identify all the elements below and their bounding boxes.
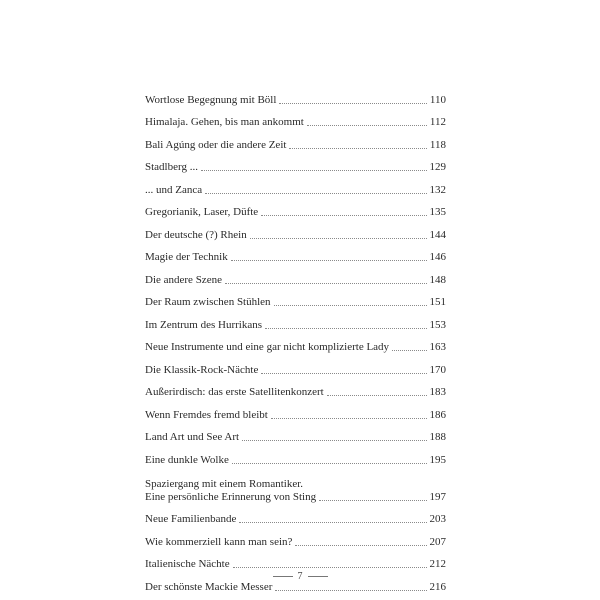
toc-entry [145, 174, 446, 197]
toc-entry-page: 144 [429, 228, 446, 241]
toc-entry-page: 118 [429, 138, 446, 151]
dot-leader [295, 545, 426, 546]
toc-entry-title: Eine persönliche Erinnerung von Sting [145, 490, 317, 503]
toc-entry-title: Land Art und See Art [145, 431, 240, 443]
toc-entry-title: ... und Zanca [145, 183, 203, 196]
toc-entry-page: 151 [429, 296, 446, 308]
toc-entry-title: Außerirdisch: das erste Satellitenkonzert [145, 386, 324, 398]
toc-entry-title: Der schönste Mackie Messer [145, 580, 273, 593]
toc-entry-title: Die Klassik-Rock-Nächte [145, 363, 259, 376]
toc-entry-title: Himalaja. Gehen, bis man ankommt [145, 116, 304, 128]
dot-leader [279, 103, 426, 104]
toc-entry-title: Neue Familienbande [145, 513, 237, 525]
dot-leader [265, 328, 427, 329]
toc-entry-title: Wie kommerziell kann man sein? [145, 535, 293, 548]
toc-entry-title: Stadlberg ... [145, 161, 198, 173]
dot-leader [289, 148, 426, 149]
toc-entry-page: 203 [429, 513, 446, 525]
dot-leader [232, 463, 427, 464]
toc-entry [145, 444, 446, 467]
toc-entry-title: Wenn Fremdes fremd bleibt [145, 408, 268, 421]
toc-entry [145, 242, 446, 265]
dot-leader [319, 500, 426, 501]
dot-leader [274, 305, 427, 306]
page-footer [0, 570, 600, 582]
toc-entry-title: Die andere Szene [145, 273, 222, 286]
dot-leader [307, 125, 427, 126]
toc-entry [145, 107, 446, 130]
toc-entry-title: Der deutsche (?) Rhein [145, 228, 247, 241]
dot-leader [261, 215, 426, 216]
toc-entry [145, 467, 446, 504]
toc-entry-page: 183 [429, 386, 446, 398]
toc-entry-page: 135 [429, 206, 446, 218]
toc-entry [145, 332, 446, 355]
toc-entry [145, 526, 446, 549]
toc-entry-title: Italienische Nächte [145, 558, 230, 570]
page-number: 7 [297, 570, 303, 582]
toc-entry [145, 264, 446, 287]
dot-leader [275, 590, 426, 591]
toc-entry-page: 186 [429, 408, 446, 421]
toc-entry [145, 152, 446, 175]
toc-entry [145, 309, 446, 332]
toc-entry-page: 195 [429, 453, 446, 466]
dot-leader [239, 522, 426, 523]
dot-leader [233, 567, 427, 568]
table-of-contents [145, 84, 446, 594]
dot-leader [271, 418, 427, 419]
toc-entry-page: 112 [429, 116, 446, 128]
dot-leader [242, 440, 426, 441]
toc-entry [145, 287, 446, 310]
dot-leader [231, 260, 427, 261]
dot-leader [261, 373, 426, 374]
toc-entry-page: 170 [429, 363, 446, 376]
dot-leader [327, 395, 427, 396]
toc-entry [145, 354, 446, 377]
toc-entry-page: 129 [429, 161, 446, 173]
dot-leader [225, 283, 427, 284]
dot-leader [250, 238, 427, 239]
toc-entry-page: 153 [429, 318, 446, 331]
toc-entry-page: 146 [429, 251, 446, 263]
toc-entry [145, 377, 446, 400]
toc-entry-page: 163 [429, 341, 446, 353]
toc-entry-page: 188 [429, 431, 446, 443]
toc-entry-page: 110 [429, 93, 446, 106]
footer-rule-left [273, 576, 293, 577]
toc-entry-title: Bali Agúng oder die andere Zeit [145, 138, 287, 151]
toc-entry-page: 148 [429, 273, 446, 286]
toc-entry-title: Eine dunkle Wolke [145, 453, 229, 466]
dot-leader [205, 193, 426, 194]
toc-entry [145, 197, 446, 220]
toc-entry-title: Der Raum zwischen Stühlen [145, 296, 271, 308]
footer-rule-right [308, 576, 328, 577]
dot-leader [201, 170, 427, 171]
toc-entry [145, 129, 446, 152]
toc-entry [145, 219, 446, 242]
toc-entry [145, 549, 446, 572]
toc-entry-title: Wortlose Begegnung mit Böll [145, 93, 277, 106]
toc-entry [145, 422, 446, 445]
toc-entry-page: 212 [429, 558, 446, 570]
toc-entry-page: 132 [429, 183, 446, 196]
toc-entry-page: 197 [429, 490, 446, 503]
toc-entry-title: Neue Instrumente und eine gar nicht komplizierte Lady [145, 341, 390, 353]
toc-entry [145, 84, 446, 107]
toc-entry-title-line1: Spaziergang mit einem Romantiker. [145, 477, 304, 490]
toc-entry-title: Magie der Technik [145, 251, 228, 263]
toc-entry-title: Gregorianik, Laser, Düfte [145, 206, 259, 218]
dot-leader [392, 350, 426, 351]
toc-entry-title: Im Zentrum des Hurrikans [145, 318, 262, 331]
toc-entry [145, 399, 446, 422]
toc-entry-page: 216 [429, 580, 446, 593]
toc-entry-page: 207 [429, 535, 446, 548]
toc-entry [145, 504, 446, 527]
